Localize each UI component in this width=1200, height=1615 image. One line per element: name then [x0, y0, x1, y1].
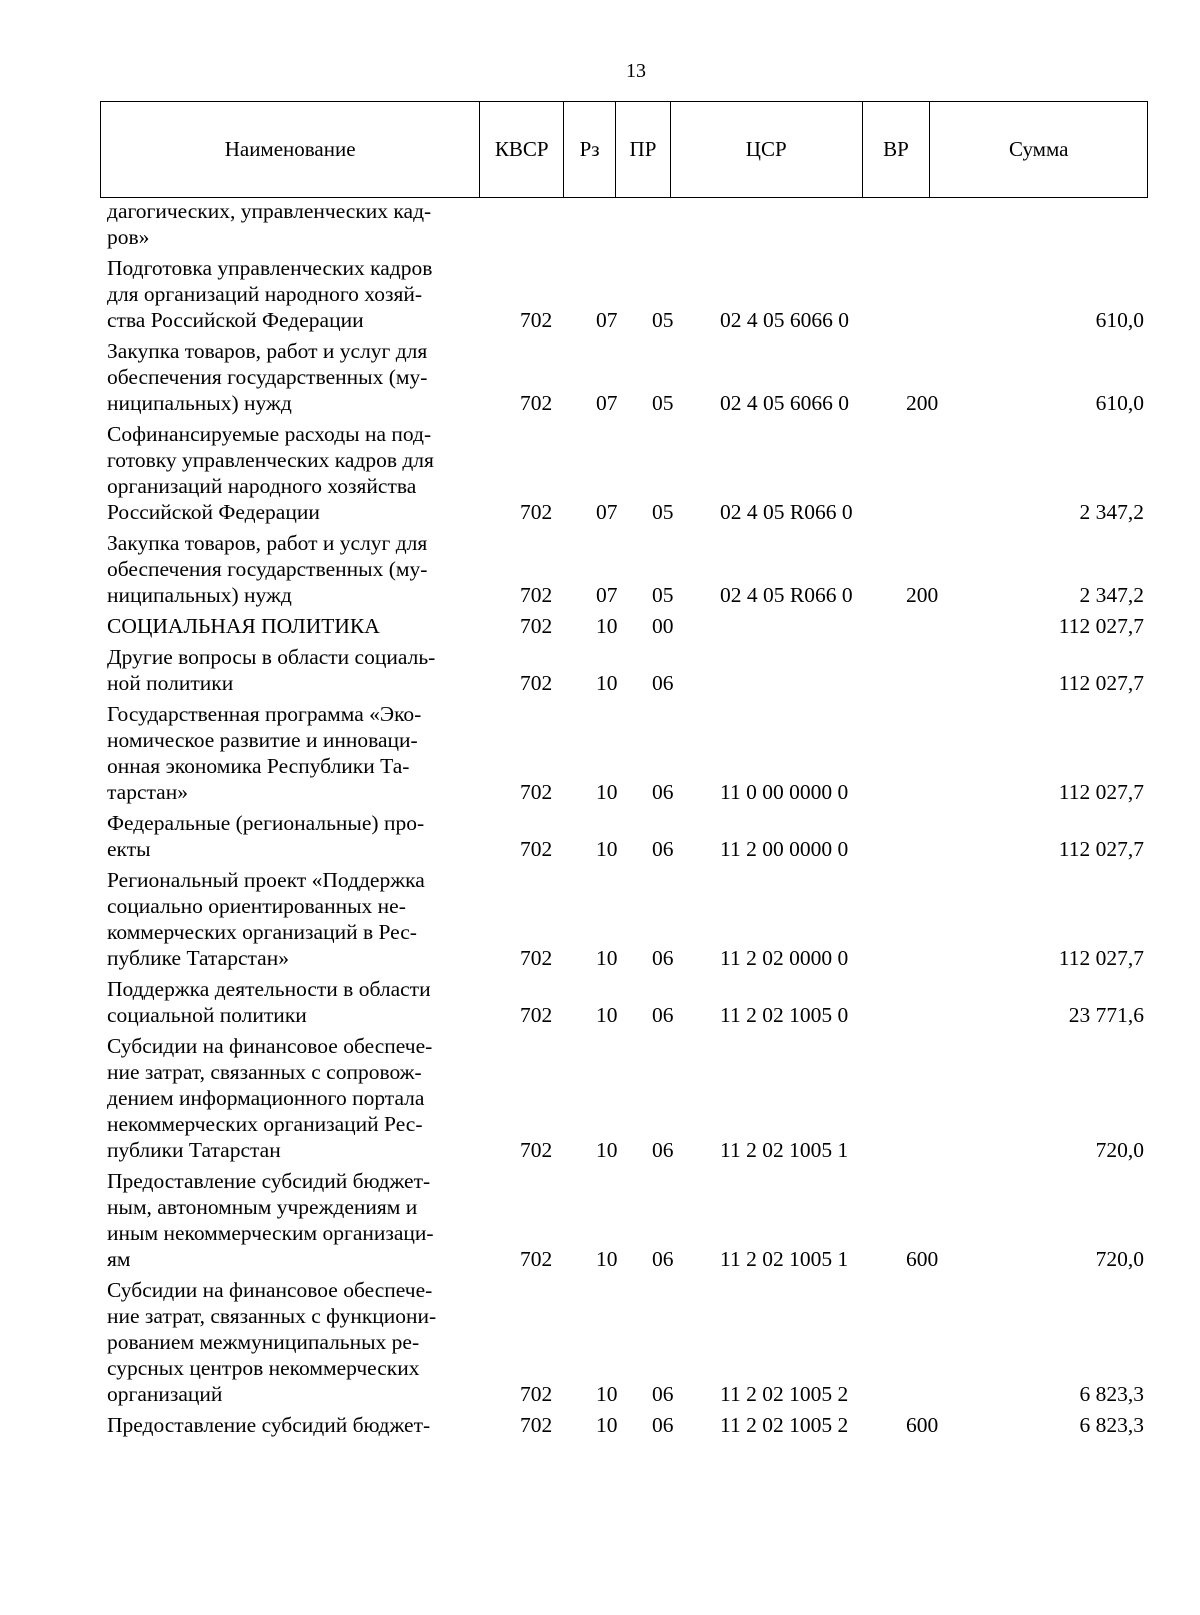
- row-rz: 10: [596, 614, 618, 638]
- page-number: 13: [626, 60, 646, 82]
- table-row: [0, 613, 1200, 644]
- row-pr: 06: [652, 1003, 674, 1027]
- row-name: Государственная программа «Эко- номическое развитие и инноваци- онная экономика Республики Та- тарстан»: [107, 702, 422, 804]
- row-rz: 10: [596, 1003, 618, 1027]
- row-kvsr: 702: [520, 614, 553, 638]
- row-name: Закупка товаров, работ и услуг для обеспечения государственных (му- ниципальных) нужд: [107, 531, 428, 607]
- row-csr: 02 4 05 6066 0: [720, 308, 849, 332]
- table-row: [0, 644, 1200, 701]
- row-vr: 600: [906, 1413, 939, 1437]
- row-csr: 11 2 02 1005 2: [720, 1382, 849, 1406]
- row-name: Региональный проект «Поддержка социально ориентированных не- коммерческих организаций в Рес- публике Татарстан»: [107, 868, 425, 970]
- row-rz: 10: [596, 946, 618, 970]
- row-name: Предоставление субсидий бюджет-: [107, 1413, 431, 1437]
- row-name: Федеральные (региональные) про- екты: [107, 811, 425, 861]
- row-pr: 05: [652, 308, 674, 332]
- row-kvsr: 702: [520, 946, 553, 970]
- row-rz: 10: [596, 780, 618, 804]
- row-pr: 06: [652, 837, 674, 861]
- row-pr: 06: [652, 671, 674, 695]
- row-kvsr: 702: [520, 780, 553, 804]
- table-row: [0, 530, 1200, 613]
- row-name: Поддержка деятельности в области социальной политики: [107, 977, 431, 1027]
- row-kvsr: 702: [520, 837, 553, 861]
- table-row: [0, 1412, 1200, 1443]
- table-row: [0, 1033, 1200, 1168]
- row-kvsr: 702: [520, 1382, 553, 1406]
- header-rz: Рз: [564, 102, 616, 197]
- table-row: [0, 255, 1200, 338]
- row-vr: 200: [906, 583, 939, 607]
- row-sum: 2 347,2: [1079, 500, 1144, 524]
- row-rz: 10: [596, 1382, 618, 1406]
- row-csr: 11 2 02 1005 1: [720, 1247, 849, 1271]
- row-pr: 05: [652, 583, 674, 607]
- row-pr: 00: [652, 614, 674, 638]
- row-vr: 200: [906, 391, 939, 415]
- row-rz: 10: [596, 837, 618, 861]
- header-vr: ВР: [863, 102, 931, 197]
- row-sum: 112 027,7: [1058, 671, 1144, 695]
- table-row: [0, 976, 1200, 1033]
- row-kvsr: 702: [520, 1138, 553, 1162]
- table-row: [0, 1168, 1200, 1277]
- table-row: [0, 421, 1200, 530]
- table-header: [100, 101, 1148, 198]
- row-sum: 112 027,7: [1058, 946, 1144, 970]
- row-sum: 6 823,3: [1079, 1382, 1144, 1406]
- row-pr: 06: [652, 946, 674, 970]
- row-pr: 05: [652, 500, 674, 524]
- row-sum: 720,0: [1095, 1247, 1144, 1271]
- row-kvsr: 702: [520, 1247, 553, 1271]
- row-csr: 11 0 00 0000 0: [720, 780, 849, 804]
- row-csr: 02 4 05 R066 0: [720, 500, 853, 524]
- row-csr: 11 2 02 1005 1: [720, 1138, 849, 1162]
- row-sum: 6 823,3: [1079, 1413, 1144, 1437]
- table-row: [0, 810, 1200, 867]
- row-name: Другие вопросы в области социаль- ной политики: [107, 645, 436, 695]
- row-name: Субсидии на финансовое обеспече- ние затрат, связанных с сопровож- дением информационного портала некоммерческих организаций Рес- публики Татарстан: [107, 1034, 433, 1162]
- header-csr: ЦСР: [671, 102, 863, 197]
- row-sum: 23 771,6: [1068, 1003, 1144, 1027]
- row-kvsr: 702: [520, 671, 553, 695]
- header-pr: ПР: [616, 102, 671, 197]
- row-vr: 600: [906, 1247, 939, 1271]
- row-pr: 06: [652, 780, 674, 804]
- row-name: Софинансируемые расходы на под- готовку управленческих кадров для организаций народного хозяйства Российской Федерации: [107, 422, 434, 524]
- row-sum: 720,0: [1095, 1138, 1144, 1162]
- row-pr: 06: [652, 1138, 674, 1162]
- row-name: СОЦИАЛЬНАЯ ПОЛИТИКА: [107, 614, 380, 638]
- row-csr: 11 2 02 0000 0: [720, 946, 849, 970]
- row-csr: 02 4 05 R066 0: [720, 583, 853, 607]
- row-kvsr: 702: [520, 500, 553, 524]
- row-name: Закупка товаров, работ и услуг для обеспечения государственных (му- ниципальных) нужд: [107, 339, 428, 415]
- row-csr: 02 4 05 6066 0: [720, 391, 849, 415]
- row-csr: 11 2 02 1005 0: [720, 1003, 849, 1027]
- table-row: [0, 867, 1200, 976]
- row-sum: 112 027,7: [1058, 614, 1144, 638]
- row-rz: 10: [596, 1247, 618, 1271]
- row-pr: 05: [652, 391, 674, 415]
- row-rz: 07: [596, 308, 618, 332]
- row-kvsr: 702: [520, 1003, 553, 1027]
- row-sum: 610,0: [1095, 308, 1144, 332]
- row-name: Субсидии на финансовое обеспече- ние затрат, связанных с функциони- рованием межмуниципальных ре- сурсных центров некоммерческих организаций: [107, 1278, 437, 1406]
- row-csr: 11 2 00 0000 0: [720, 837, 849, 861]
- row-pr: 06: [652, 1413, 674, 1437]
- row-rz: 10: [596, 1138, 618, 1162]
- row-kvsr: 702: [520, 308, 553, 332]
- table-row: [0, 338, 1200, 421]
- header-sum: Сумма: [1008, 137, 1069, 161]
- row-rz: 07: [596, 500, 618, 524]
- row-sum: 112 027,7: [1058, 780, 1144, 804]
- row-rz: 07: [596, 391, 618, 415]
- header-kvsr: КВСР: [480, 102, 564, 197]
- row-kvsr: 702: [520, 1413, 553, 1437]
- row-sum: 2 347,2: [1079, 583, 1144, 607]
- row-rz: 10: [596, 671, 618, 695]
- table-row: [0, 1277, 1200, 1412]
- row-kvsr: 702: [520, 583, 553, 607]
- row-pr: 06: [652, 1382, 674, 1406]
- row-rz: 10: [596, 1413, 618, 1437]
- row-name: дагогических, управленческих кад- ров»: [107, 199, 432, 249]
- row-csr: 11 2 02 1005 2: [720, 1413, 849, 1437]
- row-name: Подготовка управленческих кадров для организаций народного хозяй- ства Российской Федерации: [107, 256, 433, 332]
- row-pr: 06: [652, 1247, 674, 1271]
- header-name: Наименование: [101, 102, 480, 197]
- row-rz: 07: [596, 583, 618, 607]
- table-body: [0, 198, 1200, 1443]
- row-sum: 610,0: [1095, 391, 1144, 415]
- table-row: [0, 701, 1200, 810]
- row-name: Предоставление субсидий бюджет- ным, автономным учреждениям и иным некоммерческим организаци- ям: [107, 1169, 434, 1271]
- table-row: [0, 198, 1200, 255]
- row-sum: 112 027,7: [1058, 837, 1144, 861]
- row-kvsr: 702: [520, 391, 553, 415]
